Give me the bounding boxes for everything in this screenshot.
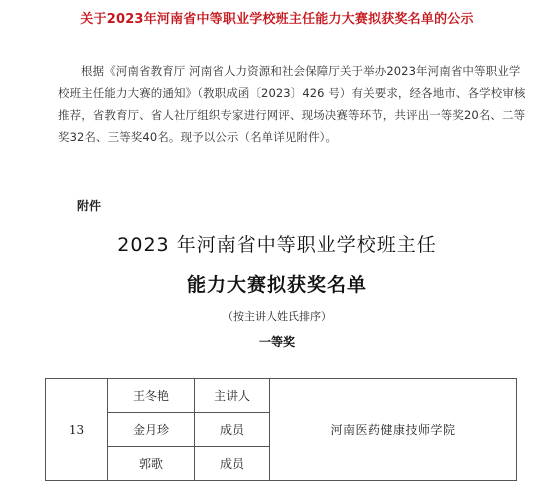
member-role-cell: 主讲人: [195, 379, 270, 413]
entry-number-cell: 13: [46, 379, 108, 481]
attachment-title-line-2: 能力大赛拟获奖名单: [186, 274, 367, 296]
notice-headline: 关于2023年河南省中等职业学校班主任能力大赛拟获奖名单的公示: [80, 12, 474, 27]
member-role-cell: 成员: [195, 447, 270, 481]
attachment-label: 附件: [77, 199, 102, 213]
winners-table: [45, 378, 517, 481]
member-role-cell: 成员: [195, 413, 270, 447]
table-row: [46, 379, 517, 413]
award-tier-heading: 一等奖: [258, 335, 295, 349]
attachment-title-line-1: 2023 年河南省中等职业学校班主任: [117, 234, 437, 256]
sort-order-note: （按主讲人姓氏排序）: [222, 310, 332, 323]
member-name-cell: 王冬艳: [108, 379, 195, 413]
entry-unit-cell: 河南医药健康技师学院: [270, 379, 517, 481]
member-name-cell: 郭歌: [108, 447, 195, 481]
member-name-cell: 金月珍: [108, 413, 195, 447]
notice-intro-paragraph: 根据《河南省教育厅 河南省人力资源和社会保障厅关于举办2023年河南省中等职业学校班主任能力大赛的通知》（教职成函〔2023〕426 号）有关要求，经各地市、各学校审核推荐，省教育厅、省人社厅组织专家进行网评、现场决赛等环节，共评出一等奖20名、二等奖32名、三等奖40名。现予以公示（名单详见附件）。: [58, 64, 526, 144]
